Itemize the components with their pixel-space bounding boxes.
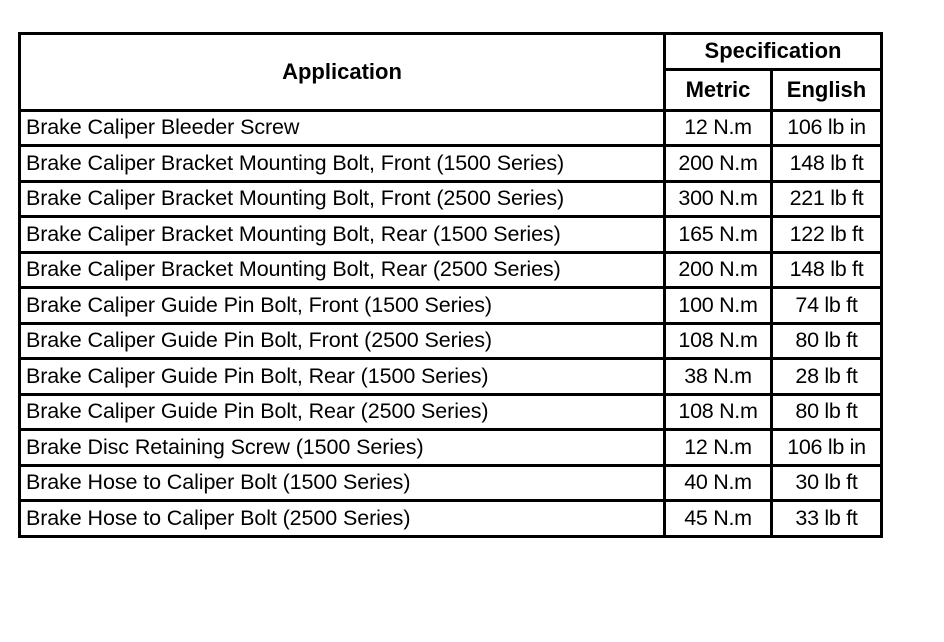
metric-cell: 45 N.m: [665, 501, 772, 537]
table-row: [20, 181, 882, 217]
metric-cell: 200 N.m: [665, 146, 772, 182]
application-cell: Brake Caliper Guide Pin Bolt, Front (2500 Series): [20, 323, 665, 359]
table-row: [20, 217, 882, 253]
english-cell: 80 lb ft: [772, 394, 882, 430]
english-cell: 28 lb ft: [772, 359, 882, 395]
english-cell: 74 lb ft: [772, 288, 882, 324]
table-header: [20, 34, 882, 111]
table-row: [20, 252, 882, 288]
metric-cell: 108 N.m: [665, 323, 772, 359]
metric-cell: 12 N.m: [665, 110, 772, 146]
application-cell: Brake Caliper Guide Pin Bolt, Rear (2500 Series): [20, 394, 665, 430]
application-cell: Brake Hose to Caliper Bolt (1500 Series): [20, 465, 665, 501]
table-row: [20, 501, 882, 537]
application-cell: Brake Caliper Guide Pin Bolt, Rear (1500 Series): [20, 359, 665, 395]
metric-cell: 165 N.m: [665, 217, 772, 253]
english-cell: 80 lb ft: [772, 323, 882, 359]
english-cell: 148 lb ft: [772, 252, 882, 288]
metric-cell: 38 N.m: [665, 359, 772, 395]
metric-cell: 12 N.m: [665, 430, 772, 466]
metric-cell: 200 N.m: [665, 252, 772, 288]
english-cell: 30 lb ft: [772, 465, 882, 501]
header-specification: Specification: [665, 34, 882, 70]
application-cell: Brake Caliper Bracket Mounting Bolt, Rear (2500 Series): [20, 252, 665, 288]
table-row: [20, 394, 882, 430]
table-row: [20, 465, 882, 501]
table-row: [20, 430, 882, 466]
table-row: [20, 146, 882, 182]
header-row: [20, 34, 882, 70]
header-application: Application: [20, 34, 665, 111]
metric-cell: 40 N.m: [665, 465, 772, 501]
table-row: [20, 359, 882, 395]
header-metric: Metric: [665, 69, 772, 110]
torque-spec-table: [18, 32, 883, 538]
application-cell: Brake Disc Retaining Screw (1500 Series): [20, 430, 665, 466]
table-row: [20, 110, 882, 146]
application-cell: Brake Caliper Bleeder Screw: [20, 110, 665, 146]
metric-cell: 108 N.m: [665, 394, 772, 430]
metric-cell: 100 N.m: [665, 288, 772, 324]
english-cell: 122 lb ft: [772, 217, 882, 253]
header-english: English: [772, 69, 882, 110]
application-cell: Brake Caliper Bracket Mounting Bolt, Front (1500 Series): [20, 146, 665, 182]
table-row: [20, 323, 882, 359]
table-row: [20, 288, 882, 324]
english-cell: 33 lb ft: [772, 501, 882, 537]
application-cell: Brake Hose to Caliper Bolt (2500 Series): [20, 501, 665, 537]
table-body: [20, 110, 882, 536]
english-cell: 106 lb in: [772, 430, 882, 466]
application-cell: Brake Caliper Guide Pin Bolt, Front (1500 Series): [20, 288, 665, 324]
application-cell: Brake Caliper Bracket Mounting Bolt, Rear (1500 Series): [20, 217, 665, 253]
english-cell: 106 lb in: [772, 110, 882, 146]
english-cell: 148 lb ft: [772, 146, 882, 182]
english-cell: 221 lb ft: [772, 181, 882, 217]
application-cell: Brake Caliper Bracket Mounting Bolt, Front (2500 Series): [20, 181, 665, 217]
metric-cell: 300 N.m: [665, 181, 772, 217]
